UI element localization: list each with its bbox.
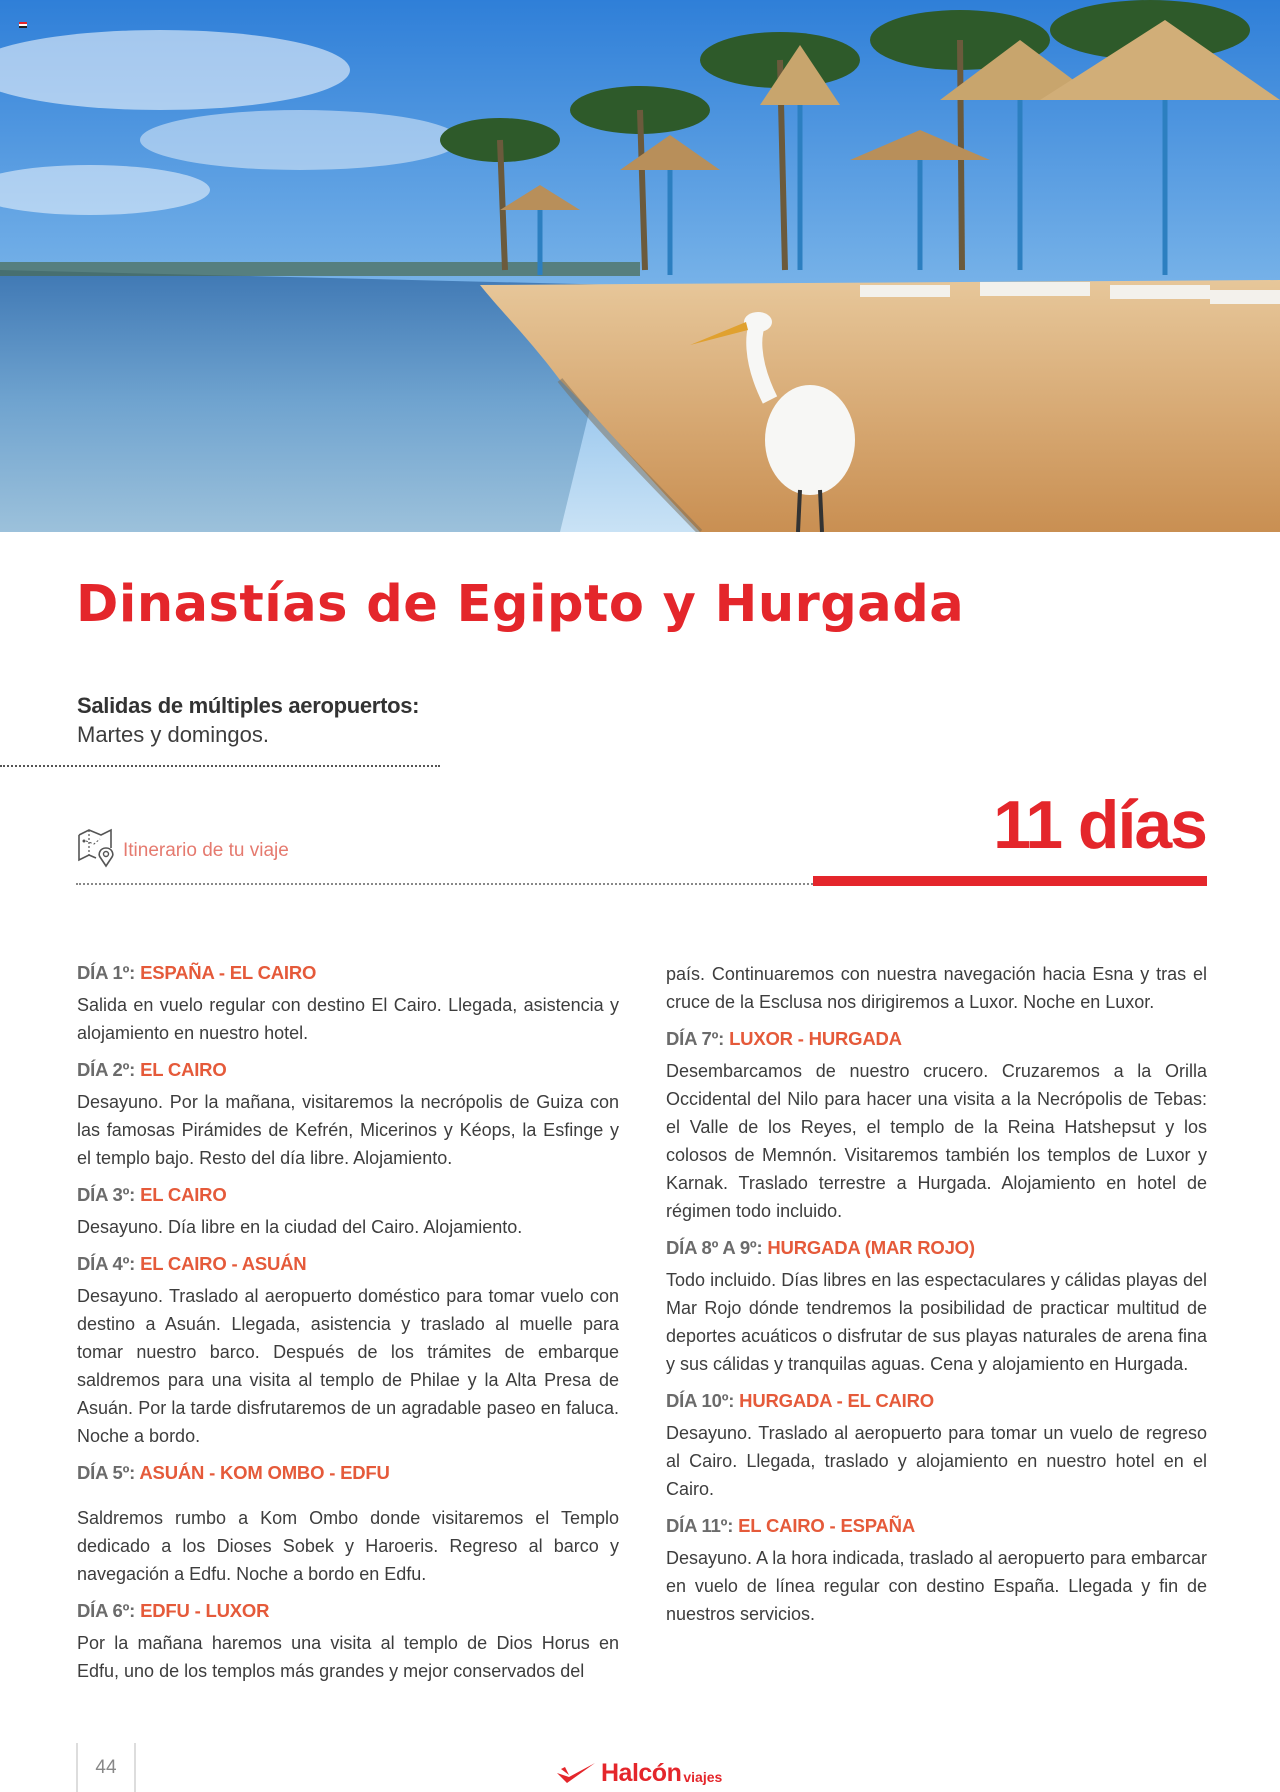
trip-duration: 11 días	[993, 787, 1206, 863]
divider	[0, 765, 440, 767]
day-heading: DÍA 3º: EL CAIRO	[77, 1184, 227, 1205]
departures-value: Martes y domingos.	[77, 722, 269, 747]
halcon-logo-icon	[555, 1761, 597, 1787]
itinerary-day	[77, 1182, 619, 1241]
day-description: Desayuno. Día libre en la ciudad del Cairo. Alojamiento.	[77, 1217, 523, 1237]
departures-label: Salidas de múltiples aeropuertos:	[77, 693, 420, 718]
itinerary-day	[77, 960, 619, 1047]
day-heading: DÍA 6º: EDFU - LUXOR	[77, 1600, 270, 1621]
day-description: Desayuno. A la hora indicada, traslado al aeropuerto para embarcar en vuelo de línea regular con destino España. Llegada y fin de nuestros servicios.	[666, 1548, 1207, 1624]
day-description: Saldremos rumbo a Kom Ombo donde visitaremos el Templo dedicado a los Dioses Sobek y Haroeris. Regreso al barco y navegación a Edfu. Noche a bordo en Edfu.	[77, 1508, 619, 1584]
day-description-continued: país. Continuaremos con nuestra navegación hacia Esna y tras el cruce de la Esclusa nos dirigiremos a Luxor. Noche en Luxor.	[666, 964, 1207, 1012]
divider	[76, 883, 813, 885]
day-heading: DÍA 10º: HURGADA - EL CAIRO	[666, 1390, 934, 1411]
hero-beach-photo	[0, 0, 1280, 532]
itinerary-day	[666, 1388, 1207, 1503]
day-description: Desayuno. Por la mañana, visitaremos la necrópolis de Guiza con las famosas Pirámides de Kefrén, Micerinos y Kéops, la Esfinge y el templo bajo. Resto del día libre. Alojamiento.	[77, 1092, 619, 1168]
day-heading: DÍA 1º: ESPAÑA - EL CAIRO	[77, 962, 317, 983]
day-description: Todo incluido. Días libres en las espectaculares y cálidas playas del Mar Rojo dónde tendremos la posibilidad de practicar multitud de deportes acuáticos o disfrutar de sus playas naturales de arena fina y sus cálidas y tranquilas aguas. Cena y alojamiento en Hurgada.	[666, 1270, 1207, 1374]
beach-egret-illustration	[0, 0, 1280, 532]
page-number-box	[76, 1743, 136, 1792]
day-heading: DÍA 5º: ASUÁN - KOM OMBO - EDFU	[77, 1462, 390, 1483]
day-heading: DÍA 7º: LUXOR - HURGADA	[666, 1028, 902, 1049]
day-heading: DÍA 2º: EL CAIRO	[77, 1059, 227, 1080]
day-heading: DÍA 11º: EL CAIRO - ESPAÑA	[666, 1515, 915, 1536]
brand-sub: viajes	[683, 1769, 723, 1785]
day-description: Desembarcamos de nuestro crucero. Cruzaremos a la Orilla Occidental del Nilo para hacer una visita a la Necrópolis de Tebas: el Valle de los Reyes, el templo de la Reina Hatshepsut y los colosos de Memnón. Visitaremos también los templos de Luxor y Karnak. Traslado terrestre a Hurgada. Alojamiento en hotel de régimen todo incluido.	[666, 1061, 1207, 1221]
brand-name: Halcón	[601, 1759, 682, 1787]
itinerary-day	[77, 1057, 619, 1172]
itinerary-day	[666, 1235, 1207, 1378]
itinerary-day	[77, 1598, 619, 1685]
itinerary-label: Itinerario de tu viaje	[123, 840, 289, 861]
day-description: Desayuno. Traslado al aeropuerto doméstico para tomar vuelo con destino a Asuán. Llegada, asistencia y traslado al muelle para tomar nuestro barco. Después de los trámites de embarque saldremos para una visita al templo de Philae y la Alta Presa de Asuán. Por la tarde disfrutaremos de un agradable paseo en faluca. Noche a bordo.	[77, 1286, 619, 1446]
flag-icon	[19, 22, 27, 28]
brand-logo[interactable]	[555, 1757, 722, 1787]
day-description: Salida en vuelo regular con destino El Cairo. Llegada, asistencia y alojamiento en nuestro hotel.	[77, 995, 619, 1043]
day-description: Desayuno. Traslado al aeropuerto para tomar un vuelo de regreso al Cairo. Llegada, traslado y alojamiento en nuestro hotel en el Cairo.	[666, 1423, 1207, 1499]
map-pin-icon	[76, 826, 118, 868]
itinerary-day	[666, 1513, 1207, 1628]
accent-bar	[813, 876, 1207, 886]
page-title: Dinastías de Egipto y Hurgada	[76, 575, 965, 634]
itinerary-day	[77, 1460, 619, 1588]
day-heading: DÍA 4º: EL CAIRO - ASUÁN	[77, 1253, 307, 1274]
itinerary-column-right	[666, 960, 1207, 1638]
itinerary-column-left	[77, 960, 619, 1695]
itinerary-day	[77, 1251, 619, 1450]
day-heading: DÍA 8º A 9º: HURGADA (MAR ROJO)	[666, 1237, 975, 1258]
day-description: Por la mañana haremos una visita al templo de Dios Horus en Edfu, uno de los templos más grandes y mejor conservados del	[77, 1633, 619, 1681]
itinerary-day	[666, 1026, 1207, 1225]
page-number: 44	[95, 1757, 117, 1778]
